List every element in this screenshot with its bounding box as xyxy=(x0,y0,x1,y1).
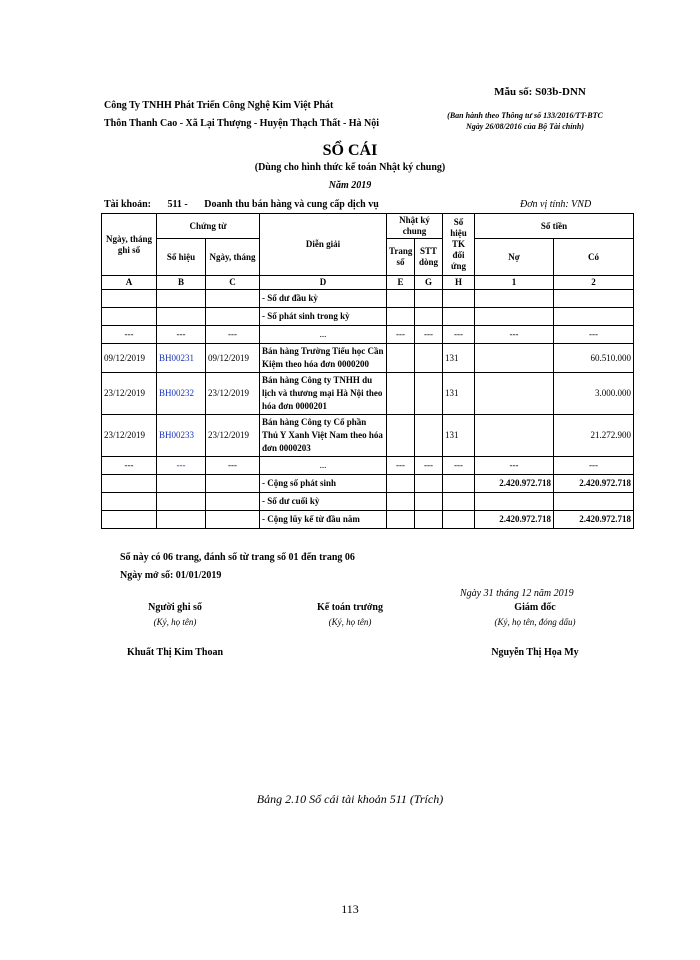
ellipsis-cell: --- xyxy=(415,326,443,344)
row-counter-account: 131 xyxy=(443,344,475,373)
code-cell: 1 xyxy=(475,276,554,290)
account-name: Doanh thu bán hàng và cung cấp dịch vụ xyxy=(204,199,379,210)
ellipsis-cell: --- xyxy=(102,326,157,344)
column-code-row xyxy=(102,276,634,290)
table-row xyxy=(102,344,634,373)
code-cell: H xyxy=(443,276,475,290)
director-signature xyxy=(455,602,615,658)
ellipsis-cell: --- xyxy=(102,457,157,475)
cumulative-label: - Cộng lũy kế từ đầu năm xyxy=(260,511,387,529)
code-cell: C xyxy=(206,276,260,290)
bookkeeper-signature xyxy=(95,602,255,658)
row-date: 09/12/2019 xyxy=(102,344,157,373)
total-row xyxy=(102,475,634,493)
opening-balance-row xyxy=(102,290,634,308)
row-description: Bán hàng Trường Tiểu học Cần Kiệm theo hóa đơn 0000200 xyxy=(260,344,387,373)
header-debit: Nợ xyxy=(475,239,554,276)
code-cell: E xyxy=(387,276,415,290)
ledger-title: SỔ CÁI xyxy=(322,142,378,159)
bookkeeper-note: (Ký, họ tên) xyxy=(153,617,197,627)
ledger-table xyxy=(101,213,634,529)
ellipsis-cell: --- xyxy=(475,457,554,475)
header-line: STT dòng xyxy=(415,239,443,276)
table-caption: Bảng 2.10 Sổ cái tài khoản 511 (Trích) xyxy=(256,792,444,806)
currency-unit: Đơn vị tính: VND xyxy=(520,199,592,210)
ellipsis-cell: --- xyxy=(415,457,443,475)
row-date: 23/12/2019 xyxy=(102,373,157,415)
ellipsis-row xyxy=(102,457,634,475)
ellipsis-cell: --- xyxy=(387,326,415,344)
header-credit: Có xyxy=(554,239,634,276)
row-credit: 3.000.000 xyxy=(554,373,634,415)
row-counter-account: 131 xyxy=(443,373,475,415)
cumulative-row xyxy=(102,511,634,529)
form-code: Mẫu số: S03b-DNN xyxy=(494,86,586,98)
ellipsis-row xyxy=(102,326,634,344)
director-role: Giám đốc xyxy=(514,602,556,613)
header-description: Diễn giải xyxy=(260,214,387,276)
director-name: Nguyễn Thị Họa My xyxy=(491,647,579,658)
row-date: 23/12/2019 xyxy=(102,415,157,457)
row-doc-number: BH00233 xyxy=(157,415,206,457)
company-name: Công Ty TNHH Phát Triển Công Nghệ Kim Việt Phát xyxy=(104,100,334,111)
closing-balance-row xyxy=(102,493,634,511)
row-doc-date: 09/12/2019 xyxy=(206,344,260,373)
opening-balance-label: - Số dư đầu kỳ xyxy=(260,290,387,308)
director-note: (Ký, họ tên, đóng dấu) xyxy=(494,617,576,627)
ellipsis-cell: --- xyxy=(157,326,206,344)
header-row-1 xyxy=(102,214,634,239)
code-cell: B xyxy=(157,276,206,290)
total-credit: 2.420.972.718 xyxy=(554,475,634,493)
ellipsis-cell: --- xyxy=(443,326,475,344)
row-credit: 21.272.900 xyxy=(554,415,634,457)
page-number: 113 xyxy=(341,902,359,916)
chief-accountant-signature xyxy=(270,602,430,627)
period-activity-row xyxy=(102,308,634,326)
bookkeeper-role: Người ghi sổ xyxy=(148,602,202,613)
ellipsis-cell: --- xyxy=(443,457,475,475)
total-label: - Cộng số phát sinh xyxy=(260,475,387,493)
period-activity-label: - Số phát sinh trong kỳ xyxy=(260,308,387,326)
header-voucher-date: Ngày, tháng xyxy=(206,239,260,276)
table-row xyxy=(102,373,634,415)
ellipsis-cell: --- xyxy=(475,326,554,344)
circular-line-1: (Ban hành theo Thông tư số 133/2016/TT-BTC xyxy=(447,111,603,120)
cumulative-credit: 2.420.972.718 xyxy=(554,511,634,529)
code-cell: A xyxy=(102,276,157,290)
ellipsis-cell: --- xyxy=(554,457,634,475)
pages-note: Sổ này có 06 trang, đánh số từ trang số 01 đến trang 06 xyxy=(120,552,355,563)
account-label: Tài khoản: xyxy=(104,199,151,210)
ledger-subtitle: (Dùng cho hình thức kế toán Nhật ký chung) xyxy=(254,162,446,173)
header-counter-account: Số hiệu TK đối ứng xyxy=(443,214,475,276)
row-credit: 60.510.000 xyxy=(554,344,634,373)
row-counter-account: 131 xyxy=(443,415,475,457)
header-voucher: Chứng từ xyxy=(157,214,260,239)
code-cell: D xyxy=(260,276,387,290)
ledger-year: Năm 2019 xyxy=(328,180,372,191)
header-voucher-number: Số hiệu xyxy=(157,239,206,276)
ellipsis-cell: ... xyxy=(260,326,387,344)
account-line xyxy=(104,199,393,210)
accountant-note: (Ký, họ tên) xyxy=(328,617,372,627)
row-description: Bán hàng Công ty Cổ phần Thủ Y Xanh Việt Nam theo hóa đơn 0000203 xyxy=(260,415,387,457)
code-cell: G xyxy=(415,276,443,290)
table-row xyxy=(102,415,634,457)
company-address: Thôn Thanh Cao - Xã Lại Thượng - Huyện Thạch Thất - Hà Nội xyxy=(104,118,380,129)
ellipsis-cell: ... xyxy=(260,457,387,475)
sign-date: Ngày 31 tháng 12 năm 2019 xyxy=(460,588,574,599)
ellipsis-cell: --- xyxy=(206,457,260,475)
row-doc-date: 23/12/2019 xyxy=(206,415,260,457)
row-doc-date: 23/12/2019 xyxy=(206,373,260,415)
row-doc-number: BH00231 xyxy=(157,344,206,373)
closing-balance-label: - Số dư cuối kỳ xyxy=(260,493,387,511)
ellipsis-cell: --- xyxy=(554,326,634,344)
code-cell: 2 xyxy=(554,276,634,290)
header-amount: Số tiền xyxy=(475,214,634,239)
bookkeeper-name: Khuất Thị Kim Thoan xyxy=(126,647,224,658)
total-debit: 2.420.972.718 xyxy=(475,475,554,493)
ellipsis-cell: --- xyxy=(387,457,415,475)
row-description: Bán hàng Công ty TNHH du lịch và thương mại Hà Nội theo hóa đơn 0000201 xyxy=(260,373,387,415)
open-date: Ngày mở sổ: 01/01/2019 xyxy=(120,570,222,581)
header-page: Trang số xyxy=(387,239,415,276)
ellipsis-cell: --- xyxy=(206,326,260,344)
accountant-role: Kế toán trưởng xyxy=(317,602,383,613)
cumulative-debit: 2.420.972.718 xyxy=(475,511,554,529)
row-doc-number: BH00232 xyxy=(157,373,206,415)
account-number: 511 - xyxy=(167,199,188,210)
header-journal: Nhật ký chung xyxy=(387,214,443,239)
ellipsis-cell: --- xyxy=(157,457,206,475)
circular-reference xyxy=(420,110,630,132)
header-date: Ngày, tháng ghi sổ xyxy=(102,214,157,276)
circular-line-2: Ngày 26/08/2016 của Bộ Tài chính) xyxy=(465,122,584,131)
